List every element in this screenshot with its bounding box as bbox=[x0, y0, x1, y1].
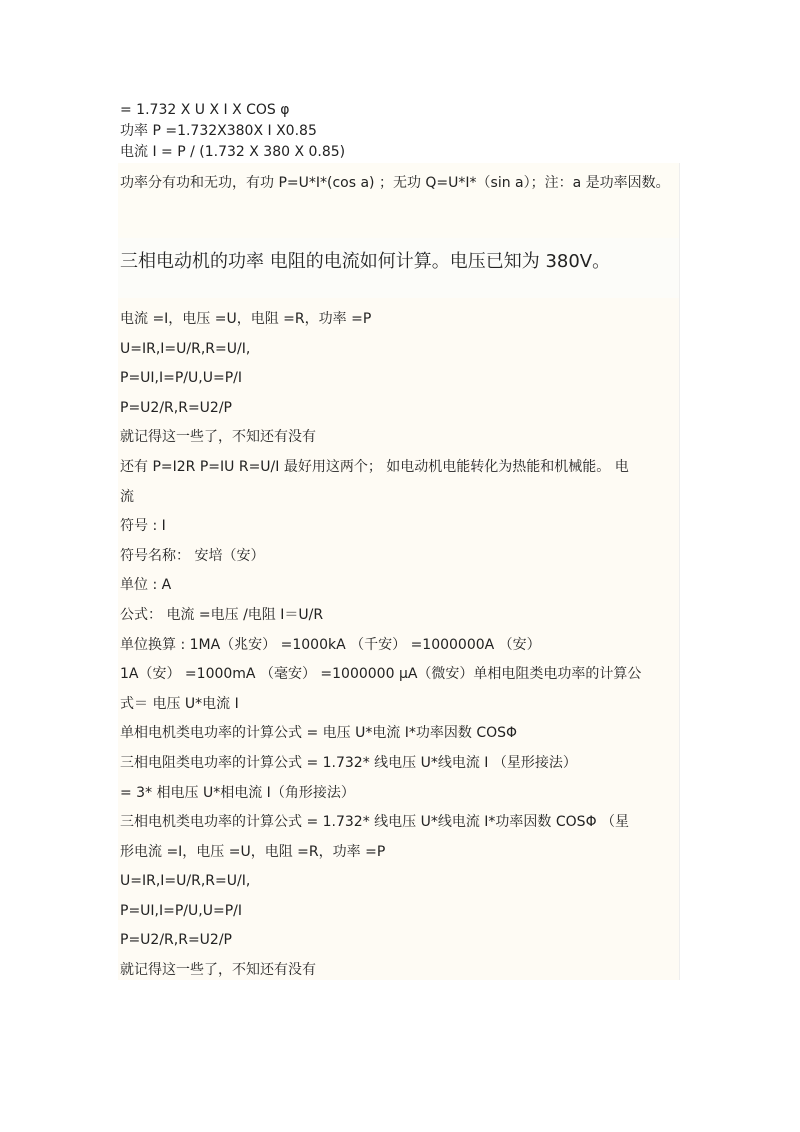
text-line: P=UI,I=P/U,U=P/I bbox=[120, 902, 242, 919]
text-line: 形电流 =I，电压 =U，电阻 =R，功率 =P bbox=[120, 843, 386, 860]
text-line: 单位换算 : 1MA（兆安） =1000kA （千安） =1000000A （安） bbox=[120, 636, 541, 653]
text-line: 式＝ 电压 U*电流 I bbox=[120, 695, 239, 712]
formula-line: = 1.732 X U X I X COS φ bbox=[120, 102, 290, 118]
section-heading: 三相电动机的功率 电阻的电流如何计算。电压已知为 380V。 bbox=[120, 251, 611, 272]
text-line: 就记得这一些了，不知还有没有 bbox=[120, 962, 316, 979]
text-line: P=U2/R,R=U2/P bbox=[120, 932, 232, 949]
body-text bbox=[120, 305, 678, 986]
formula-lines bbox=[120, 100, 680, 163]
text-line: U=IR,I=U/R,R=U/I, bbox=[120, 873, 251, 890]
text-line: 就记得这一些了，不知还有没有 bbox=[120, 429, 316, 446]
text-line: 电流 =I，电压 =U，电阻 =R，功率 =P bbox=[120, 311, 372, 327]
text-line: 三相电机类电功率的计算公式 = 1.732* 线电压 U*线电流 I*功率因数 COSΦ （星 bbox=[120, 814, 630, 831]
content-edge-divider bbox=[679, 163, 680, 980]
text-line: 符号名称： 安培（安） bbox=[120, 547, 265, 564]
text-line: 单位 : A bbox=[120, 577, 172, 594]
text-line: 还有 P=I2R P=IU R=U/I 最好用这两个； 如电动机电能转化为热能和机械能。 电 bbox=[120, 458, 629, 475]
text-line: P=UI,I=P/U,U=P/I bbox=[120, 370, 242, 387]
text-line: 1A（安） =1000mA （毫安） =1000000 μA（微安）单相电阻类电功率的计算公 bbox=[120, 666, 642, 683]
text-line: 单相电机类电功率的计算公式 = 电压 U*电流 I*功率因数 COSΦ bbox=[120, 725, 518, 742]
text-line: 符号 : I bbox=[120, 518, 166, 535]
text-line: U=IR,I=U/R,R=U/I, bbox=[120, 340, 251, 357]
power-note: 功率分有功和无功，有功 P=U*I*(cos a) ；无功 Q=U*I*（sin a）；注：a 是功率因数。 bbox=[120, 175, 670, 191]
formula-line: 电流 I = P / (1.732 X 380 X 0.85) bbox=[120, 144, 346, 160]
text-line: 流 bbox=[120, 488, 134, 505]
text-line: 三相电阻类电功率的计算公式 = 1.732* 线电压 U*线电流 I （星形接法） bbox=[120, 754, 577, 771]
formula-line: 功率 P =1.732X380X I X0.85 bbox=[120, 123, 317, 139]
text-line: 公式： 电流 =电压 /电阻 I＝U/R bbox=[120, 606, 324, 623]
text-line: P=U2/R,R=U2/P bbox=[120, 399, 232, 416]
text-line: = 3* 相电压 U*相电流 I（角形接法） bbox=[120, 784, 355, 801]
